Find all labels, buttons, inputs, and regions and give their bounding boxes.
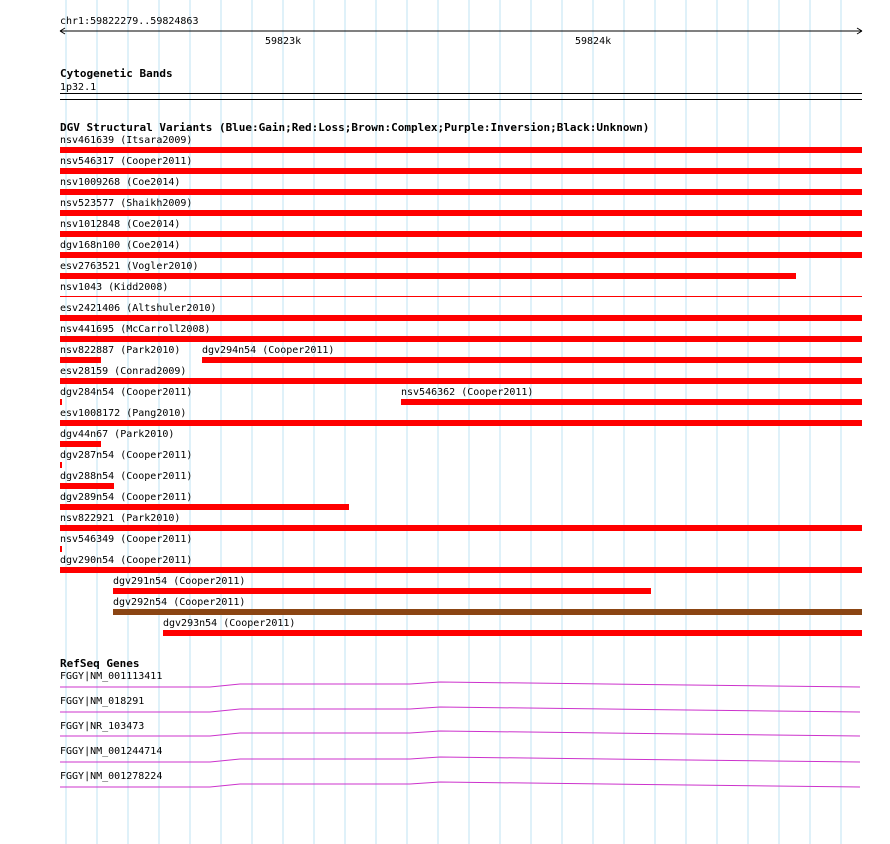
variant-bar[interactable] — [113, 588, 651, 594]
variant-bar[interactable] — [60, 210, 862, 216]
variant-label[interactable]: nsv546362 (Cooper2011) — [401, 387, 534, 398]
variant-label[interactable]: nsv546317 (Cooper2011) — [60, 156, 193, 167]
variant-label[interactable]: dgv44n67 (Park2010) — [60, 429, 175, 440]
gene-label[interactable]: FGGY|NM_001278224 — [60, 771, 163, 782]
variant-label[interactable]: esv28159 (Conrad2009) — [60, 366, 187, 377]
variant-bar[interactable] — [60, 399, 62, 405]
variant-bar[interactable] — [60, 525, 862, 531]
variant-bar[interactable] — [60, 546, 62, 552]
variant-label[interactable]: esv1008172 (Pang2010) — [60, 408, 187, 419]
variant-bar-complex[interactable] — [113, 609, 862, 615]
variant-label[interactable]: nsv1043 (Kidd2008) — [60, 282, 169, 293]
variant-bar[interactable] — [60, 462, 62, 468]
variant-bar[interactable] — [202, 357, 862, 363]
variant-bar[interactable] — [60, 252, 862, 258]
variant-bar[interactable] — [60, 189, 862, 195]
variant-bar[interactable] — [60, 357, 101, 363]
variant-bar[interactable] — [60, 147, 862, 153]
variant-label[interactable]: dgv284n54 (Cooper2011) — [60, 387, 193, 398]
variant-label[interactable]: nsv523577 (Shaikh2009) — [60, 198, 193, 209]
track-title: RefSeq Genes — [60, 657, 140, 670]
variant-bar[interactable] — [163, 630, 862, 636]
variant-label[interactable]: dgv292n54 (Cooper2011) — [113, 597, 246, 608]
gene-label[interactable]: FGGY|NM_001113411 — [60, 671, 163, 682]
variant-label[interactable]: dgv168n100 (Coe2014) — [60, 240, 181, 251]
gene-model[interactable] — [60, 680, 862, 690]
variant-bar[interactable] — [60, 231, 862, 237]
ruler-tick-label: 59824k — [575, 36, 612, 47]
variant-label[interactable]: nsv1009268 (Coe2014) — [60, 177, 181, 188]
variant-bar[interactable] — [60, 483, 114, 489]
variant-label[interactable]: dgv291n54 (Cooper2011) — [113, 576, 246, 587]
variant-bar[interactable] — [60, 378, 862, 384]
gene-label[interactable]: FGGY|NR_103473 — [60, 721, 145, 732]
variant-label[interactable]: dgv290n54 (Cooper2011) — [60, 555, 193, 566]
gene-model[interactable] — [60, 729, 862, 739]
variant-label[interactable]: esv2763521 (Vogler2010) — [60, 261, 199, 272]
variant-label[interactable]: nsv461639 (Itsara2009) — [60, 135, 193, 146]
variant-bar[interactable] — [401, 399, 862, 405]
track-title: Cytogenetic Bands — [60, 67, 173, 80]
cytoband-label: 1p32.1 — [60, 82, 97, 93]
ruler-tick-label: 59823k — [265, 36, 302, 47]
variant-bar[interactable] — [60, 567, 862, 573]
variant-bar[interactable] — [60, 420, 862, 426]
variant-label[interactable]: dgv293n54 (Cooper2011) — [163, 618, 296, 629]
variant-bar[interactable] — [60, 441, 101, 447]
gene-model[interactable] — [60, 780, 862, 790]
ruler-coordinates: chr1:59822279..59824863 — [60, 16, 199, 27]
variant-bar[interactable] — [60, 168, 862, 174]
gene-label[interactable]: FGGY|NM_001244714 — [60, 746, 163, 757]
variant-label[interactable]: dgv294n54 (Cooper2011) — [202, 345, 335, 356]
variant-label[interactable]: dgv289n54 (Cooper2011) — [60, 492, 193, 503]
variant-label[interactable]: esv2421406 (Altshuler2010) — [60, 303, 217, 314]
variant-label[interactable]: nsv546349 (Cooper2011) — [60, 534, 193, 545]
gene-model[interactable] — [60, 705, 862, 715]
ruler-axis — [58, 26, 864, 36]
variant-label[interactable]: nsv822921 (Park2010) — [60, 513, 181, 524]
variant-bar[interactable] — [60, 336, 862, 342]
variant-bar[interactable] — [60, 315, 862, 321]
variant-label[interactable]: nsv1012848 (Coe2014) — [60, 219, 181, 230]
variant-bar[interactable] — [60, 296, 862, 297]
gene-model[interactable] — [60, 755, 862, 765]
variant-label[interactable]: dgv288n54 (Cooper2011) — [60, 471, 193, 482]
cytoband-bottom-border — [60, 99, 862, 100]
variant-label[interactable]: nsv441695 (McCarroll2008) — [60, 324, 211, 335]
cytoband-top-border — [60, 93, 862, 94]
gene-label[interactable]: FGGY|NM_018291 — [60, 696, 145, 707]
variant-label[interactable]: dgv287n54 (Cooper2011) — [60, 450, 193, 461]
variant-bar[interactable] — [60, 504, 349, 510]
variant-bar[interactable] — [60, 273, 796, 279]
variant-label[interactable]: nsv822887 (Park2010) — [60, 345, 181, 356]
track-title: DGV Structural Variants (Blue:Gain;Red:Loss;Brown:Complex;Purple:Inversion;Black:Unknown) — [60, 121, 650, 134]
